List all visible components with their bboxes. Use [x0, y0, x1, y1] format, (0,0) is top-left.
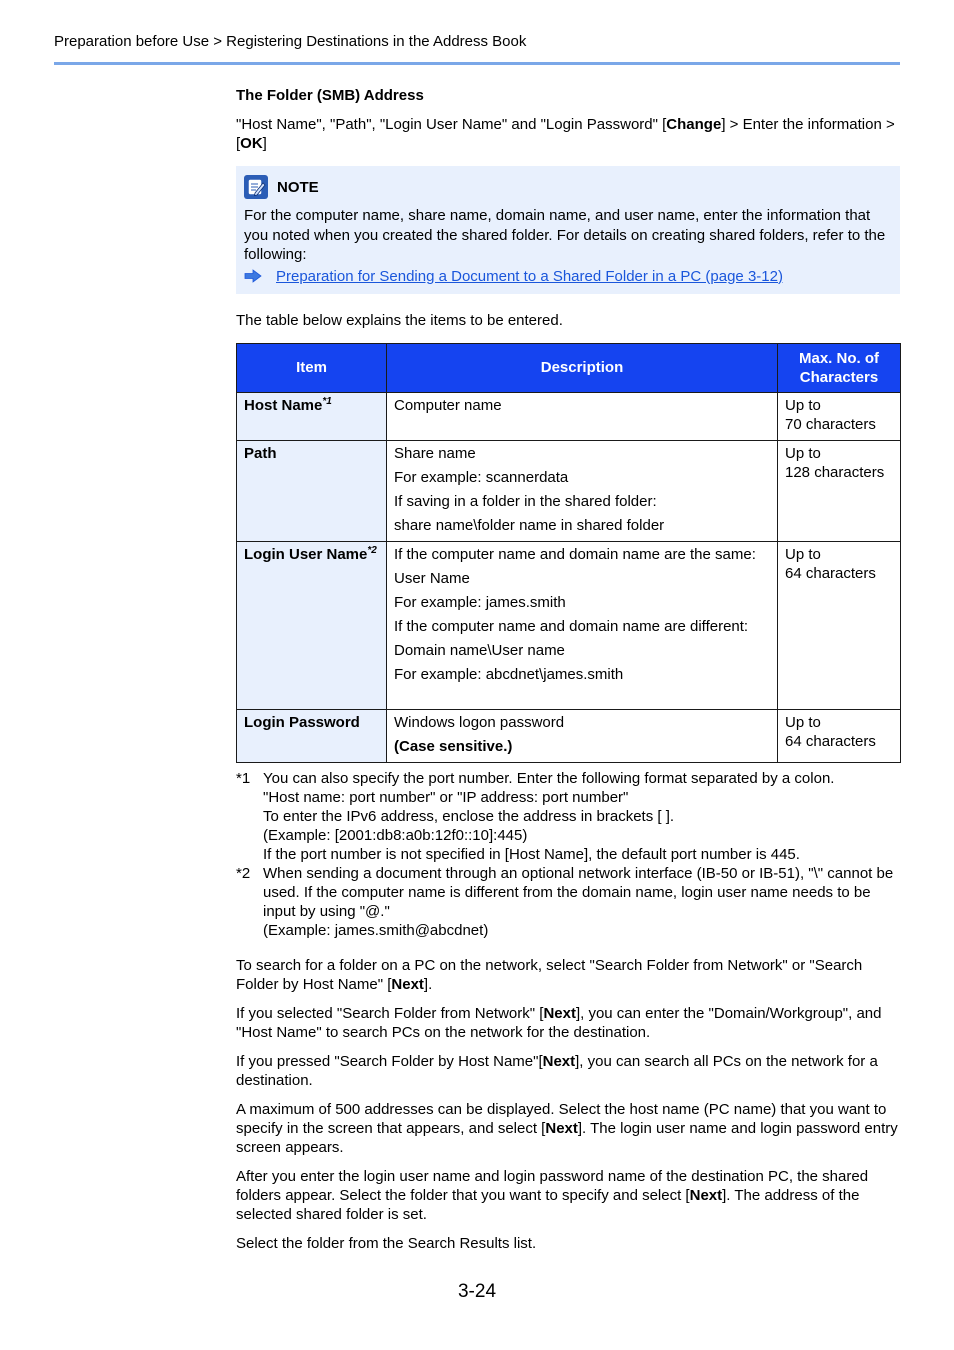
arrow-right-icon [244, 269, 262, 283]
page-number: 3-24 [457, 1281, 497, 1302]
section-title: The Folder (SMB) Address [236, 87, 424, 104]
change-key-label: Change [666, 116, 722, 133]
main-content [236, 86, 900, 1253]
column-header-description: Description [387, 343, 778, 392]
items-table [236, 343, 901, 763]
note-link-row[interactable] [244, 267, 892, 286]
paragraph: A maximum of 500 addresses can be displayed. Select the host name (PC name) that you want to specify in the screen that appears, and select [Next]. The login user name and login password entry screen appears. [236, 1100, 898, 1156]
description-cell: Share name For example: scannerdata If saving in a folder in the shared folder: share name\folder name in shared folder [387, 440, 778, 541]
max-chars-cell: Up to 64 characters [778, 709, 901, 762]
item-cell: Login User Name$^{*2}$ [237, 541, 387, 709]
instruction-text: "Host Name", "Path", "Login User Name" and "Login Password" [Change] > Enter the information > [OK] [236, 116, 895, 152]
breadcrumb: Preparation before Use > Registering Destinations in the Address Book [54, 33, 527, 50]
note-label: NOTE [277, 178, 319, 196]
max-chars-cell: Up to 64 characters [778, 541, 901, 709]
item-cell: Path [237, 440, 387, 541]
paragraph: After you enter the login user name and login password name of the destination PC, the shared folders appear. Select the folder that you want to specify and select [Next]. The address of the selected shared folder is set. [236, 1167, 869, 1223]
max-chars-cell: Up to 128 characters [778, 440, 901, 541]
note-header [244, 174, 892, 200]
table-intro: The table below explains the items to be entered. [236, 311, 563, 329]
shared-folder-link[interactable]: Preparation for Sending a Document to a Shared Folder in a PC (page 3-12) [276, 267, 783, 285]
max-chars-cell: Up to 70 characters [778, 392, 901, 440]
description-cell: Windows logon password (Case sensitive.) [387, 709, 778, 762]
ok-key-label: OK [240, 135, 263, 152]
description-cell: If the computer name and domain name are the same: User Name For example: james.smith If the computer name and domain name are different: Domain name\User name For example: abcdnet\james.smith [387, 541, 778, 709]
description-cell: Computer name [387, 392, 778, 440]
table-row [237, 392, 901, 440]
footnote-2: *2 When sending a document through an optional network interface (IB-50 or IB-51), "\" cannot be used. If the computer name is different from the domain name, login user name needs to be input by using "@." (Example: james.smith@abcdnet) [236, 864, 894, 939]
note-box [236, 166, 900, 294]
column-header-max-chars: Max. No. of Characters [778, 343, 901, 392]
table-row [237, 541, 901, 709]
item-cell: Login Password [237, 709, 387, 762]
table-header-row [237, 343, 901, 392]
paragraph: If you selected "Search Folder from Network" [Next], you can enter the "Domain/Workgroup", and "Host Name" to search PCs on the network for the destination. [236, 1004, 882, 1041]
footnote-1: *1 You can also specify the port number. Enter the following format separated by a colon. "Host name: port number" or "IP address: port number" To enter the IPv6 address, enclose the address in brackets [ ]. (Example: [2001:db8:a0b:12f0::10]:445) If the port number is not specified in [Host Name], the default port number is 445. [236, 769, 835, 863]
paragraph: To search for a folder on a PC on the network, select "Search Folder from Network" or "Search Folder by Host Name" [Next]. [236, 956, 863, 993]
paragraph: If you pressed "Search Folder by Host Name"[Next], you can search all PCs on the network for a destination. [236, 1052, 878, 1089]
table-row [237, 709, 901, 762]
column-header-item: Item [237, 343, 387, 392]
table-row [237, 440, 901, 541]
note-body: For the computer name, share name, domain name, and user name, enter the information that you noted when you created the shared folder. For details on creating shared folders, refer to the following: [244, 207, 886, 263]
note-pencil-icon [244, 175, 268, 199]
item-cell: Host Name$^{*1}$ [237, 392, 387, 440]
page-header [54, 32, 900, 65]
footnotes [236, 769, 900, 940]
paragraph: Select the folder from the Search Results list. [236, 1234, 537, 1252]
